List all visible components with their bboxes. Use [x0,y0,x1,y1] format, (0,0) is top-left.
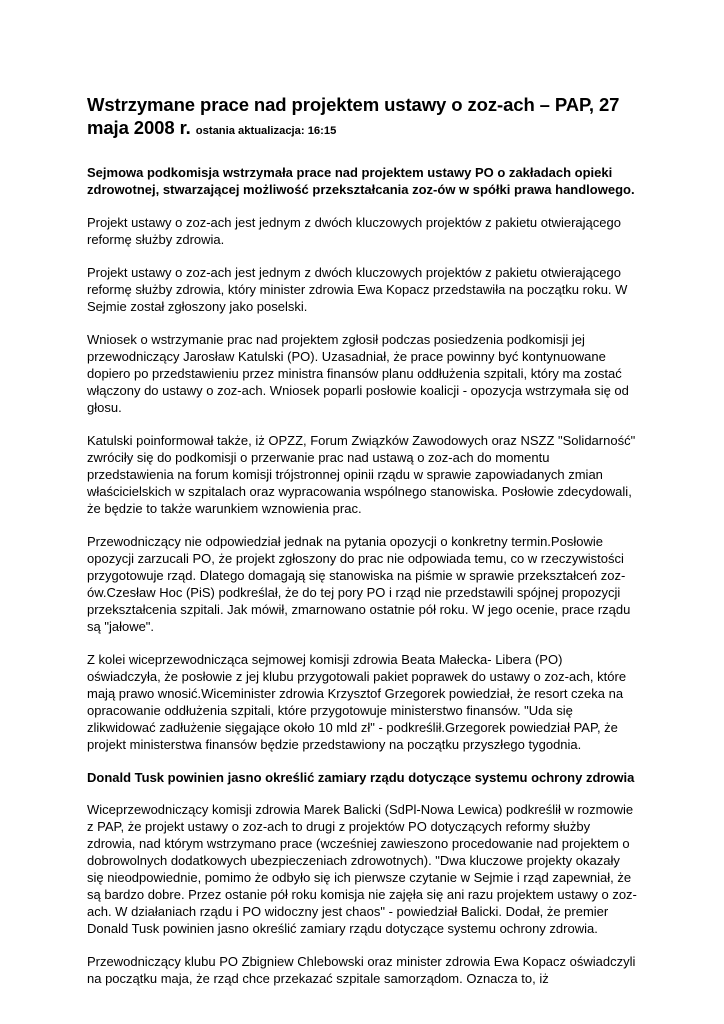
paragraph: Wiceprzewodniczący komisji zdrowia Marek Balicki (SdPl-Nowa Lewica) podkreślił w rozmowie z PAP, że projekt ustawy o zoz-ach to drugi z projektów PO dotyczących reformy służby zdrowia, nad którym wstrzymano prace (wcześniej zawieszono procedowanie nad projektem o dobrowolnych dodatkowych ubezpieczeniach zdrowotnych). "Dwa kluczowe projekty okazały się nieodpowiednie, pomimo że odbyło się ich pierwsze czytanie w Sejmie i rząd zapewniał, że są bardzo dobre. Przez ostanie pół roku komisja nie zajęła się ani razu projektem ustawy o zoz-ach. W działaniach rządu i PO widoczny jest chaos" - powiedział Balicki. Dodał, że premier Donald Tusk powinien jasno określić zamiary rządu dotyczące systemu ochrony zdrowia. [87,802,637,936]
paragraph: Projekt ustawy o zoz-ach jest jednym z dwóch kluczowych projektów z pakietu otwierającego reformę służby zdrowia, który minister zdrowia Ewa Kopacz przedstawiła na początku roku. W Sejmie został zgłoszony jako poselski. [87,265,628,314]
paragraph: Katulski poinformował także, iż OPZZ, Forum Związków Zawodowych oraz NSZZ "Solidarność" zwróciły się do podkomisji o przerwanie prac nad ustawą o zoz-ach do momentu przedstawienia na forum komisji trójstronnej opinii rządu w sprawie zapowiadanych zmian właścicielskich w szpitalach oraz wypracowania wspólnego stanowiska. Posłowie zdecydowali, że będzie to także warunkiem wznowienia prac. [87,433,636,516]
update-time: ostania aktualizacja: 16:15 [195,125,337,137]
title-text: Wstrzymane prace nad projektem ustawy o zoz-ach – PAP, 27 maja 2008 r. [87,94,620,138]
paragraph: Projekt ustawy o zoz-ach jest jednym z dwóch kluczowych projektów z pakietu otwierającego reformę służby zdrowia. [87,215,621,247]
paragraph: Z kolei wiceprzewodnicząca sejmowej komisji zdrowia Beata Małecka- Libera (PO) oświadczyła, że posłowie z jej klubu przygotowali pakiet poprawek do ustawy o zoz-ach, które mają prawo wnosić.Wiceminister zdrowia Krzysztof Grzegorek powiedział, że resort czeka na opracowanie oddłużenia szpitali, które przygotowuje ministerstwo finansów. "Uda się zlikwidować zadłużenie sięgające około 10 mld zł" - podkreślił.Grzegorek powiedział PAP, że projekt ministerstwa finansów będzie przedstawiony na początku przyszłego tygodnia. [87,652,627,752]
section-heading: Donald Tusk powinien jasno określić zamiary rządu dotyczące systemu ochrony zdrowia [87,770,635,785]
article-lead: Sejmowa podkomisja wstrzymała prace nad projektem ustawy PO o zakładach opieki zdrowotnej, stwarzającej możliwość przekształcania zoz-ów w spółki prawa handlowego. [87,165,635,197]
paragraph: Przewodniczący nie odpowiedział jednak na pytania opozycji o konkretny termin.Posłowie opozycji zarzucali PO, że projekt zgłoszony do prac nie odpowiada temu, co w rzeczywistości przygotowuje rząd. Dlatego domagają się stanowiska na piśmie w sprawie przekształceń zoz-ów.Czesław Hoc (PiS) podkreślał, że do tej pory PO i rząd nie przedstawili spójnej propozycji przekształcenia szpitali. Jak mówił, zmarnowano ostatnie pół roku. W jego ocenie, prace rządu są "jałowe". [87,534,631,634]
paragraph: Przewodniczący klubu PO Zbigniew Chlebowski oraz minister zdrowia Ewa Kopacz oświadczyli na początku maja, że rząd chce przekazać szpitale samorządom. Oznacza to, iż [87,954,636,986]
article-title [87,93,639,143]
paragraph: Wniosek o wstrzymanie prac nad projektem zgłosił podczas posiedzenia podkomisji jej przewodniczący Jarosław Katulski (PO). Uzasadniał, że prace powinny być kontynuowane dopiero po przedstawieniu przez ministra finansów planu oddłużenia szpitali, który ma zostać włączony do ustawy o zoz-ach. Wniosek poparli posłowie koalicji - opozycja wstrzymała się od głosu. [87,332,629,415]
